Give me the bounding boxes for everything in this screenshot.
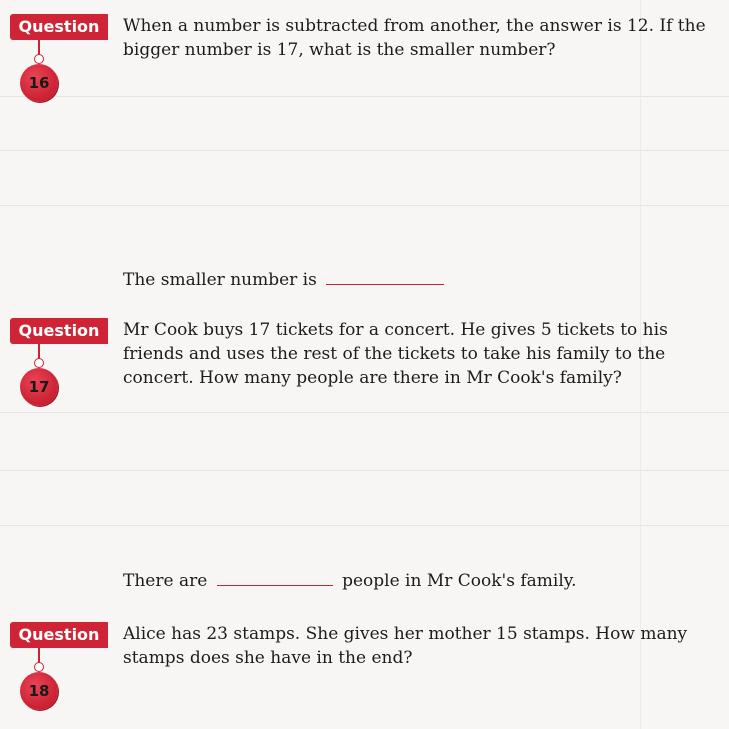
background-line	[0, 525, 729, 526]
question-number-badge: 16	[20, 64, 58, 102]
background-line	[0, 470, 729, 471]
background-line	[0, 96, 729, 97]
answer-prefix: The smaller number is	[123, 270, 317, 290]
question-tag: Question	[10, 622, 108, 648]
question-number-badge: 17	[20, 368, 58, 406]
background-line	[0, 205, 729, 206]
question-text: Alice has 23 stamps. She gives her mother 15 stamps. How many stamps does she have in the end?	[123, 624, 688, 668]
answer-prefix: There are	[123, 571, 208, 591]
question-number-badge: 18	[20, 672, 58, 710]
answer-line-16	[123, 268, 448, 292]
question-text: When a number is subtracted from another, the answer is 12. If the bigger number is 17, what is the smaller number?	[123, 16, 706, 60]
question-text: Mr Cook buys 17 tickets for a concert. He gives 5 tickets to his friends and uses the rest of the tickets to take his family to the concert. How many people are there in Mr Cook's family?	[123, 320, 668, 388]
tag-ring	[34, 54, 44, 64]
tag-ring	[34, 662, 44, 672]
answer-blank[interactable]	[326, 270, 444, 285]
question-tag: Question	[10, 14, 108, 40]
background-line	[0, 412, 729, 413]
answer-line-17	[123, 569, 577, 593]
tag-ring	[34, 358, 44, 368]
background-line	[0, 150, 729, 151]
answer-blank[interactable]	[217, 571, 333, 586]
question-tag: Question	[10, 318, 108, 344]
answer-suffix: people in Mr Cook's family.	[342, 571, 577, 591]
